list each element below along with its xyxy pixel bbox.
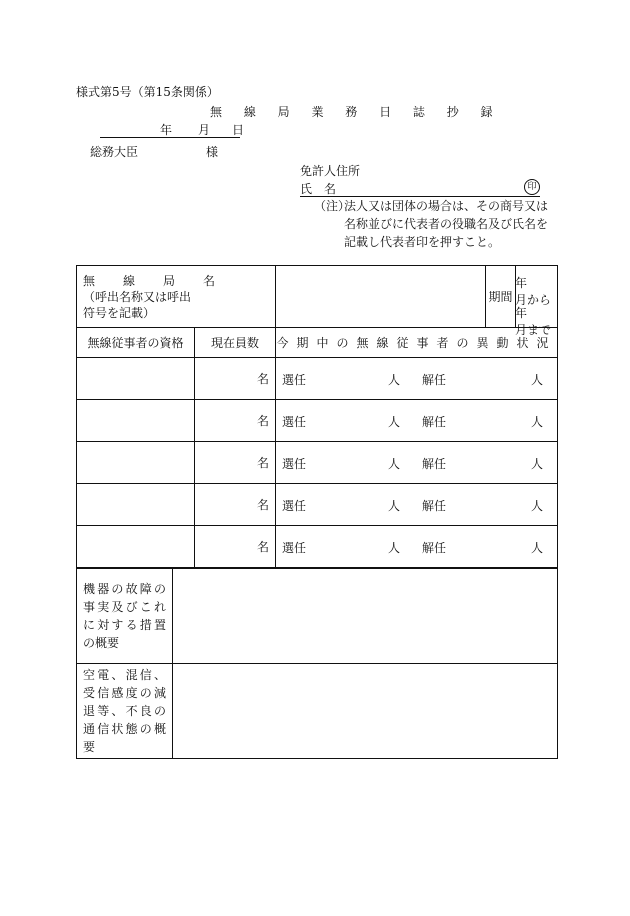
station-name-sub2: 符号を記載）: [83, 305, 156, 320]
date-line: [100, 121, 245, 138]
appoint-label: 選任: [282, 373, 307, 387]
appoint-unit: 人: [388, 541, 401, 555]
date-year: 年: [160, 123, 173, 137]
period-value[interactable]: [515, 266, 558, 337]
dismiss-unit: 人: [531, 415, 544, 429]
licensee-address-label: 免許人住所: [300, 164, 361, 178]
qualification-cell[interactable]: [77, 400, 195, 442]
period-label: 期間: [486, 266, 516, 328]
changes-cell[interactable]: [276, 358, 558, 400]
header-changes: 今期中の無線従事者の異動状況: [276, 328, 558, 358]
dismiss-label: 解任: [422, 541, 447, 555]
station-name-value[interactable]: [276, 266, 486, 328]
qualification-cell[interactable]: [77, 484, 195, 526]
name-line: [300, 180, 540, 197]
qualification-cell[interactable]: [77, 358, 195, 400]
addressee: 総務大臣: [90, 145, 139, 159]
interference-field[interactable]: [173, 664, 558, 759]
page-title: 無 線 局 業 務 日 誌 抄 録: [210, 105, 502, 119]
equipment-failure-label: 機器の故障の事実及びこれに対する措置の概要: [77, 569, 173, 664]
honorific: 様: [206, 145, 219, 159]
count-cell[interactable]: 名: [195, 484, 276, 526]
dismiss-unit: 人: [531, 541, 544, 555]
date-month: 月: [198, 123, 211, 137]
appoint-unit: 人: [388, 415, 401, 429]
operator-table: [76, 265, 558, 568]
qualification-cell[interactable]: [77, 442, 195, 484]
note-label: （注）: [314, 199, 351, 213]
period-to: 年 月まで: [515, 306, 552, 337]
appoint-label: 選任: [282, 499, 307, 513]
count-cell[interactable]: 名: [195, 400, 276, 442]
table-row: [77, 358, 558, 400]
dismiss-label: 解任: [422, 373, 447, 387]
period-from: 年 月から: [515, 276, 552, 307]
report-table: [76, 568, 558, 759]
header-count: 現在員数: [195, 328, 276, 358]
changes-cell[interactable]: [276, 400, 558, 442]
station-name-label: 無 線 局 名: [83, 273, 224, 288]
appoint-label: 選任: [282, 457, 307, 471]
count-cell[interactable]: 名: [195, 526, 276, 568]
appoint-unit: 人: [388, 373, 401, 387]
dismiss-label: 解任: [422, 415, 447, 429]
station-name-cell: [77, 266, 276, 328]
dismiss-label: 解任: [422, 457, 447, 471]
dismiss-unit: 人: [531, 373, 544, 387]
changes-cell[interactable]: [276, 442, 558, 484]
appoint-unit: 人: [388, 457, 401, 471]
name-label: 氏 名: [300, 182, 337, 196]
date-day: 日: [232, 123, 245, 137]
count-cell[interactable]: 名: [195, 442, 276, 484]
table-row: [77, 484, 558, 526]
table-row: [77, 442, 558, 484]
seal-mark: 印: [524, 179, 540, 195]
appoint-label: 選任: [282, 541, 307, 555]
table-row: [77, 526, 558, 568]
note-text: 法人又は団体の場合は、その商号又は名称並びに代表者の役職名及び氏名を記載し代表者印を押すこと。: [344, 199, 549, 249]
changes-cell[interactable]: [276, 484, 558, 526]
changes-cell[interactable]: [276, 526, 558, 568]
table-row: [77, 400, 558, 442]
interference-label: 空電、混信、受信感度の減退等、不良の通信状態の概要: [77, 664, 173, 759]
station-name-sub1: （呼出名称又は呼出: [83, 289, 192, 304]
equipment-failure-field[interactable]: [173, 569, 558, 664]
dismiss-unit: 人: [531, 457, 544, 471]
header-qualification: 無線従事者の資格: [77, 328, 195, 358]
appoint-unit: 人: [388, 499, 401, 513]
qualification-cell[interactable]: [77, 526, 195, 568]
dismiss-label: 解任: [422, 499, 447, 513]
count-cell[interactable]: 名: [195, 358, 276, 400]
form-number: 様式第5号（第15条関係）: [76, 85, 219, 99]
dismiss-unit: 人: [531, 499, 544, 513]
appoint-label: 選任: [282, 415, 307, 429]
